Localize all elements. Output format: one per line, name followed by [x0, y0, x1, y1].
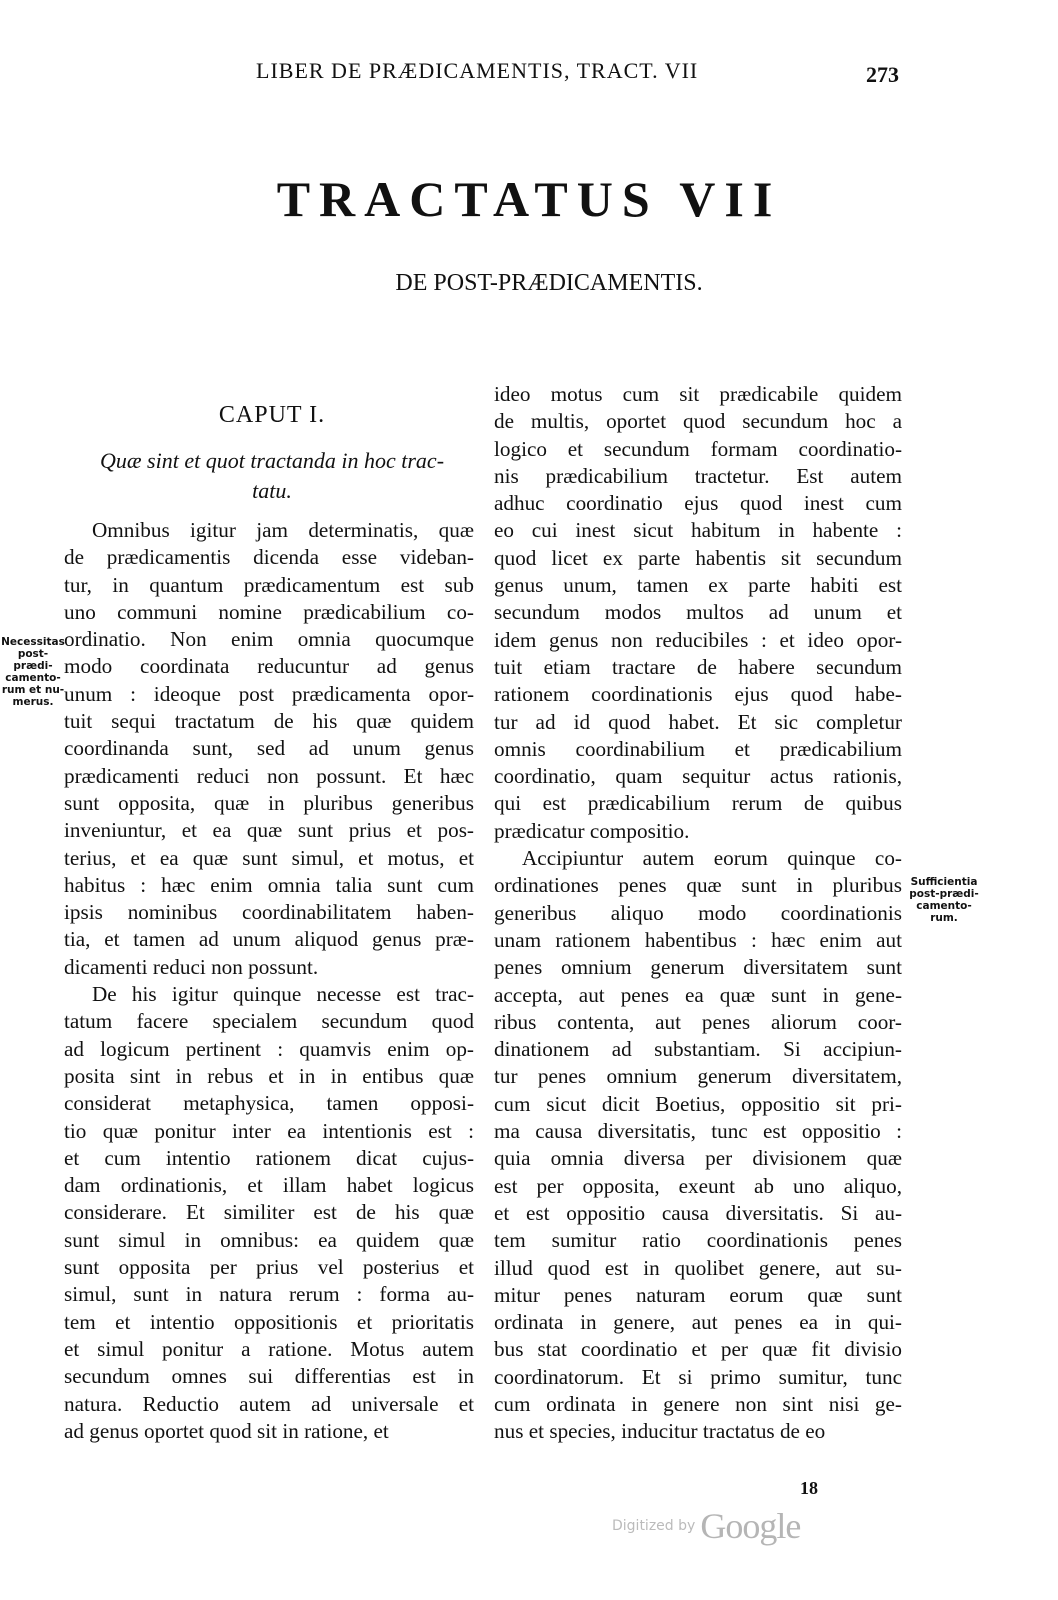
text-line: tio quæ ponitur inter ea intentionis est :: [64, 1118, 474, 1143]
text-line: simul, sunt in natura rerum : forma au-: [64, 1282, 474, 1307]
text-line: terius, et ea quæ sunt simul, et motus, et: [64, 845, 474, 870]
text-line: de prædicamentis dicenda esse videban-: [64, 545, 474, 570]
text-line: unam rationem habentibus : hæc enim aut: [494, 927, 902, 952]
digitized-label: Digitized by: [612, 1518, 696, 1534]
text-line: De his igitur quinque necesse est trac-: [92, 982, 474, 1007]
text-line: eo cui inest sicut habitum in habente :: [494, 518, 902, 543]
text-line: tuit etiam tractare de habere secundum: [494, 654, 902, 679]
text-line: Omnibus igitur jam determinatis, quæ: [92, 518, 474, 542]
margin-note-line: merus.: [12, 696, 54, 708]
text-line: secundum modos multos ad unum et: [494, 600, 902, 625]
margin-note-right: [902, 876, 986, 924]
margin-note-line: post-prædi-: [909, 888, 979, 900]
text-line: secundum omnes sui differentias est in: [64, 1364, 474, 1389]
text-line: quod licet ex parte habentis sit secundum: [494, 545, 902, 570]
text-line: inveniuntur, et ea quæ sunt prius et pos-: [64, 818, 474, 843]
left-text-column: [64, 517, 474, 1445]
treatise-subtitle: DE POST-PRÆDICAMENTIS.: [395, 270, 703, 296]
text-line: modo coordinata reducuntur ad genus: [64, 654, 474, 679]
text-line: dinationem ad substantiam. Si accipiun-: [494, 1037, 902, 1062]
text-line: nis prædicabilium tractetur. Est autem: [494, 463, 902, 488]
text-line: mitur penes naturam eorum quæ sunt: [494, 1282, 902, 1307]
text-line: coordinatorum. Et si primo sumitur, tunc: [494, 1364, 902, 1389]
text-line: prædicatur compositio.: [494, 818, 690, 843]
text-line: tem et intentio oppositionis et prioritatis: [64, 1309, 474, 1334]
text-line: rationem coordinationis ejus quod habe-: [494, 682, 902, 707]
text-line: posita sint in rebus et in in entibus quæ: [64, 1063, 474, 1088]
text-line: ideo motus cum sit prædicabile quidem: [494, 382, 902, 406]
text-line: sunt opposita per prius vel posterius et: [64, 1255, 474, 1280]
chapter-subheading-line: tatu.: [252, 478, 292, 503]
text-line: bus stat coordinatio et per quæ fit divisio: [494, 1337, 902, 1362]
text-line: et est oppositio causa diversitatis. Si au-: [494, 1200, 902, 1225]
text-line: omnis coordinabilium et prædicabilium: [494, 736, 902, 761]
text-line: accepta, aut penes ea quæ sunt in gene-: [494, 982, 902, 1007]
text-line: illud quod est in quolibet genere, aut su-: [494, 1255, 902, 1280]
text-line: sunt simul in omnibus: ea quidem quæ: [64, 1227, 474, 1252]
treatise-title: TRACTATUS VII: [276, 171, 782, 227]
margin-note-line: post-prædi-: [13, 648, 53, 672]
text-line: habitus : hæc enim omnia talia sunt cum: [64, 872, 474, 897]
text-line: tur ad id quod habet. Et sic completur: [494, 709, 902, 734]
right-text-column: [494, 381, 902, 1446]
margin-note-line: rum.: [930, 912, 958, 924]
text-line: tur, in quantum prædicamentum est sub: [64, 572, 474, 597]
text-line: idem genus non reducibiles : et ideo opor-: [494, 627, 902, 652]
margin-note-line: Necessitas: [1, 636, 65, 648]
text-line: ordinata in genere, aut penes ea in qui-: [494, 1310, 902, 1335]
text-line: logico et secundum formam coordinatio-: [494, 436, 902, 461]
text-line: considerat metaphysica, tamen opposi-: [64, 1091, 474, 1116]
text-line: de multis, oportet quod secundum hoc a: [494, 409, 902, 434]
text-line: coordinatio, quam sequitur actus rationis,: [494, 764, 902, 789]
text-line: qui est prædicabilium rerum de quibus: [494, 791, 902, 816]
text-line: cum ordinata in genere non sint nisi ge-: [494, 1391, 902, 1416]
margin-note-line: camento-: [5, 672, 61, 684]
signature-mark: 18: [800, 1478, 818, 1498]
text-line: ordinationes penes quæ sunt in pluribus: [494, 873, 902, 898]
chapter-subheading: [70, 446, 474, 506]
text-line: ribus contenta, aut penes aliorum coor-: [494, 1009, 902, 1034]
text-line: penes omnium generum diversitatem sunt: [494, 955, 902, 980]
text-line: coordinanda sunt, sed ad unum genus: [64, 736, 474, 761]
text-line: genus unum, tamen ex parte habiti est: [494, 573, 902, 598]
text-line: nus et species, inducitur tractatus de eo: [494, 1419, 826, 1444]
text-line: tem sumitur ratio coordinationis penes: [494, 1228, 902, 1253]
text-line: ma causa diversitatis, tunc est oppositio :: [494, 1119, 902, 1144]
text-line: unum : ideoque post prædicamenta opor-: [64, 681, 474, 706]
chapter-subheading-line: Quæ sint et quot tractanda in hoc trac-: [99, 448, 445, 473]
text-line: sunt opposita, quæ in pluribus generibus: [64, 790, 474, 815]
text-line: adhuc coordinatio ejus quod inest cum: [494, 491, 902, 516]
text-line: ipsis nominibus coordinabilitatem haben-: [64, 900, 474, 925]
text-line: est per opposita, exeunt ab uno aliquo,: [494, 1173, 902, 1198]
text-line: quia omnia diversa per divisionem quæ: [494, 1146, 902, 1171]
text-line: cum sicut dicit Boetius, oppositio sit pri-: [494, 1091, 902, 1116]
margin-note-left: [0, 636, 66, 708]
text-line: ordinatio. Non enim omnia quocumque: [64, 627, 474, 652]
text-line: Accipiuntur autem eorum quinque co-: [522, 846, 902, 871]
margin-note-line: Sufficientia: [910, 876, 978, 888]
text-line: ad genus oportet quod sit in ratione, et: [64, 1418, 389, 1443]
text-line: tuit sequi tractatum de his quæ quidem: [64, 709, 474, 734]
text-line: ad logicum pertinent : quamvis enim op-: [64, 1036, 474, 1061]
text-line: tatum facere specialem secundum quod: [64, 1009, 474, 1034]
margin-note-line: camento-: [916, 900, 972, 912]
chapter-heading: CAPUT I.: [218, 402, 326, 428]
text-line: dam ordinationis, et illam habet logicus: [64, 1173, 474, 1198]
text-line: uno communi nomine prædicabilium co-: [64, 599, 474, 624]
text-line: prædicamenti reduci non possunt. Et hæc: [64, 763, 474, 788]
text-line: et cum intentio rationem dicat cujus-: [64, 1145, 474, 1170]
margin-note-line: rum et nu-: [1, 684, 65, 696]
text-line: dicamenti reduci non possunt.: [64, 954, 319, 979]
text-line: considerare. Et similiter est de his quæ: [64, 1200, 474, 1225]
digitized-watermark: [612, 1505, 800, 1547]
text-line: natura. Reductio autem ad universale et: [64, 1391, 474, 1416]
text-line: generibus aliquo modo coordinationis: [494, 900, 902, 925]
text-line: tur penes omnium generum diversitatem,: [494, 1064, 902, 1089]
page-number: 273: [866, 62, 899, 87]
digitized-brand: Google: [700, 1506, 801, 1546]
text-line: tia, et tamen ad unum aliquod genus præ-: [64, 927, 474, 952]
running-head: LIBER DE PRÆDICAMENTIS, TRACT. VII: [256, 58, 699, 83]
text-line: et simul ponitur a ratione. Motus autem: [64, 1336, 474, 1361]
